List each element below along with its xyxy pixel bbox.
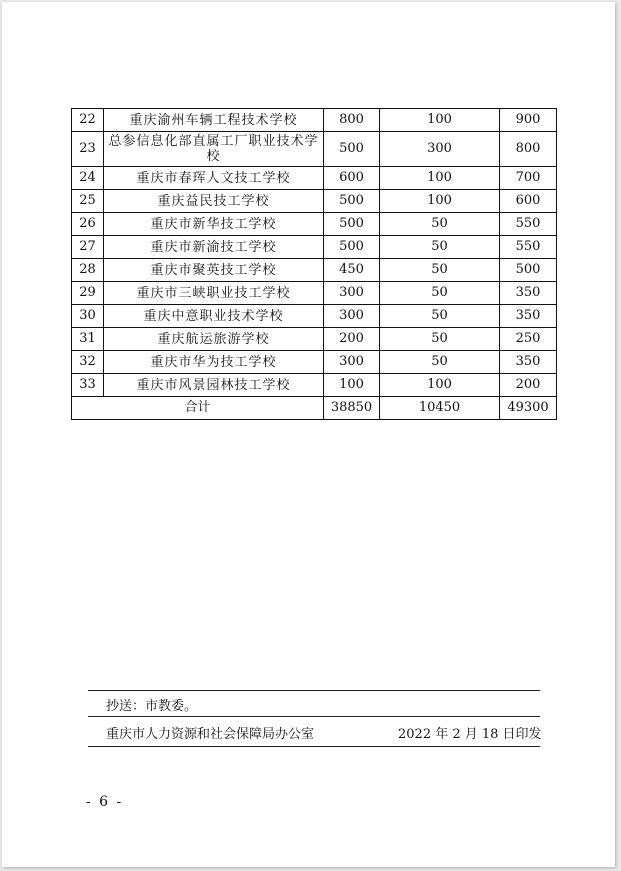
- row-total-cell: 550: [500, 213, 557, 236]
- quota-a-cell: 450: [324, 259, 380, 282]
- school-name-cell: 重庆市风景园林技工学校: [104, 374, 324, 397]
- row-total-cell: 350: [500, 282, 557, 305]
- row-number-cell: 23: [72, 132, 104, 167]
- school-name-cell: 重庆益民技工学校: [104, 190, 324, 213]
- row-number-cell: 28: [72, 259, 104, 282]
- table-body: [72, 109, 557, 420]
- quota-b-cell: 100: [380, 374, 500, 397]
- row-number-cell: 27: [72, 236, 104, 259]
- row-total-cell: 500: [500, 259, 557, 282]
- table-row: [72, 305, 557, 328]
- row-total-cell: 550: [500, 236, 557, 259]
- total-a-cell: 38850: [324, 397, 380, 420]
- row-total-cell: 800: [500, 132, 557, 167]
- table-row: [72, 190, 557, 213]
- table-row: [72, 351, 557, 374]
- row-number-cell: 31: [72, 328, 104, 351]
- quota-b-cell: 50: [380, 213, 500, 236]
- footer-top-rule: [88, 690, 540, 691]
- row-number-cell: 24: [72, 167, 104, 190]
- total-label-cell: 合计: [72, 397, 324, 420]
- quota-a-cell: 500: [324, 132, 380, 167]
- row-number-cell: 30: [72, 305, 104, 328]
- quota-b-cell: 50: [380, 282, 500, 305]
- quota-a-cell: 200: [324, 328, 380, 351]
- table-row: [72, 259, 557, 282]
- quota-b-cell: 50: [380, 351, 500, 374]
- quota-a-cell: 100: [324, 374, 380, 397]
- quota-b-cell: 100: [380, 190, 500, 213]
- table-row: [72, 282, 557, 305]
- row-total-cell: 700: [500, 167, 557, 190]
- quota-a-cell: 500: [324, 213, 380, 236]
- school-name-cell: 重庆市新华技工学校: [104, 213, 324, 236]
- quota-a-cell: 800: [324, 109, 380, 132]
- quota-b-cell: 50: [380, 305, 500, 328]
- school-name-cell: 重庆市新渝技工学校: [104, 236, 324, 259]
- table-row: [72, 328, 557, 351]
- row-total-cell: 250: [500, 328, 557, 351]
- issue-date: 2022 年 2 月 18 日印发: [398, 727, 542, 742]
- row-number-cell: 26: [72, 213, 104, 236]
- table-row: [72, 109, 557, 132]
- quota-a-cell: 500: [324, 190, 380, 213]
- row-total-cell: 200: [500, 374, 557, 397]
- row-number-cell: 29: [72, 282, 104, 305]
- row-number-cell: 32: [72, 351, 104, 374]
- row-number-cell: 25: [72, 190, 104, 213]
- quota-b-cell: 300: [380, 132, 500, 167]
- footer-middle-rule: [88, 716, 540, 717]
- school-name-cell: 重庆市华为技工学校: [104, 351, 324, 374]
- total-b-cell: 10450: [380, 397, 500, 420]
- quota-b-cell: 50: [380, 236, 500, 259]
- document-page: [2, 2, 615, 867]
- quota-a-cell: 500: [324, 236, 380, 259]
- row-total-cell: 600: [500, 190, 557, 213]
- row-number-cell: 33: [72, 374, 104, 397]
- issuing-office: 重庆市人力资源和社会保障局办公室: [106, 727, 315, 742]
- quota-a-cell: 600: [324, 167, 380, 190]
- row-total-cell: 350: [500, 305, 557, 328]
- school-name-cell: 重庆市三峡职业技工学校: [104, 282, 324, 305]
- table-row: [72, 167, 557, 190]
- page-number: - 6 -: [86, 794, 124, 810]
- school-name-cell: 总参信息化部直属工厂职业技术学校: [104, 132, 324, 167]
- enrollment-table: [71, 108, 557, 420]
- footer-bottom-rule: [88, 746, 540, 747]
- quota-b-cell: 100: [380, 109, 500, 132]
- cc-line: 抄送：市教委。: [106, 699, 198, 714]
- quota-a-cell: 300: [324, 351, 380, 374]
- quota-a-cell: 300: [324, 305, 380, 328]
- table-row: [72, 213, 557, 236]
- quota-b-cell: 50: [380, 328, 500, 351]
- school-name-cell: 重庆渝州车辆工程技术学校: [104, 109, 324, 132]
- school-name-cell: 重庆市春珲人文技工学校: [104, 167, 324, 190]
- school-name-cell: 重庆中意职业技术学校: [104, 305, 324, 328]
- total-row: [72, 397, 557, 420]
- table-row: [72, 236, 557, 259]
- quota-a-cell: 300: [324, 282, 380, 305]
- table-row: [72, 132, 557, 167]
- row-total-cell: 350: [500, 351, 557, 374]
- school-name-cell: 重庆航运旅游学校: [104, 328, 324, 351]
- quota-b-cell: 100: [380, 167, 500, 190]
- row-number-cell: 22: [72, 109, 104, 132]
- school-name-cell: 重庆市聚英技工学校: [104, 259, 324, 282]
- quota-b-cell: 50: [380, 259, 500, 282]
- grand-total-cell: 49300: [500, 397, 557, 420]
- table-row: [72, 374, 557, 397]
- row-total-cell: 900: [500, 109, 557, 132]
